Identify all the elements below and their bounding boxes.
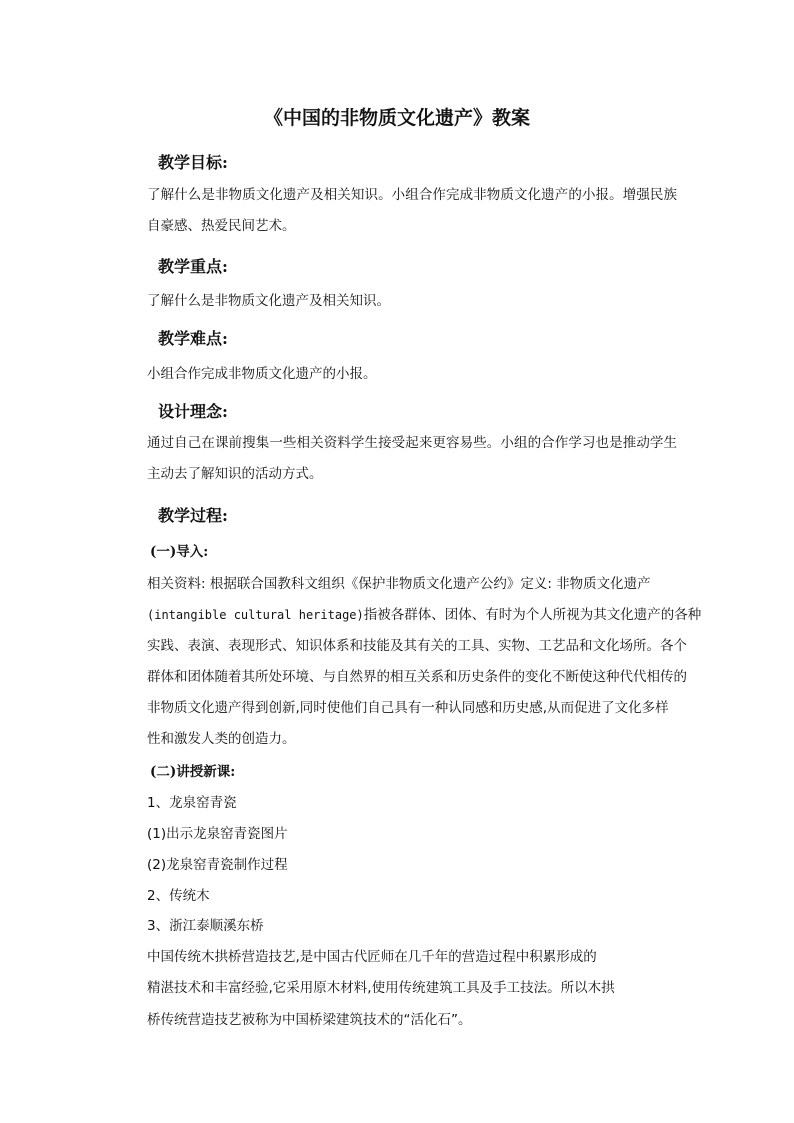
concept-text-content: 通过自己在课前搜集一些相关资料学生接受起来更容易些。小组的合作学习也是推动学生主动去了解知识的活动方式。 (147, 435, 677, 482)
bridge-line-3: 桥传统营造技艺被称为中国桥梁建筑技术的“活化石”。 (147, 1012, 472, 1028)
intro-line-2-rest: 指被各群体、团体、有时为个人所视为其文化遗产的各种 (363, 607, 702, 623)
heading-design-concept: 设计理念: (158, 402, 228, 421)
intro-line-6: 性和激发人类的创造力。 (147, 731, 296, 747)
intro-line-2 (147, 603, 701, 623)
concept-text (147, 428, 677, 490)
list-item-1b: (2)龙泉窑青瓷制作过程 (147, 857, 288, 873)
intro-line-5: 非物质文化遗产得到创新,同时使他们自己具有一种认同感和历史感,从而促进了文化多样 (147, 700, 669, 716)
intro-term: (intangible cultural heritage) (147, 608, 364, 622)
heading-teaching-goals: 教学目标: (158, 153, 228, 172)
goal-text (147, 180, 677, 242)
goal-text-content: 了解什么是非物质文化遗产及相关知识。小组合作完成非物质文化遗产的小报。增强民族自豪感、热爱民间艺术。 (147, 187, 677, 234)
heading-teaching-focus: 教学重点: (158, 257, 228, 276)
subheading-intro: (一)导入: (150, 544, 209, 560)
bridge-line-1: 中国传统木拱桥营造技艺,是中国古代匠师在几千年的营造过程中积累形成的 (147, 949, 597, 965)
list-item-1a: (1)出示龙泉窑青瓷图片 (147, 826, 288, 842)
intro-line-1: 相关资料: 根据联合国教科文组织《保护非物质文化遗产公约》定义: 非物质文化遗产 (147, 576, 651, 592)
bridge-line-2: 精湛技术和丰富经验,它采用原木材料,使用传统建筑工具及手工技法。所以木拱 (147, 980, 615, 996)
list-item-1: 1、龙泉窑青瓷 (147, 795, 237, 811)
page-title: 《中国的非物质文化遗产》教案 (263, 107, 530, 129)
intro-line-3: 实践、表演、表现形式、知识体系和技能及其有关的工具、实物、工艺品和文化场所。各个 (147, 638, 687, 654)
focus-text: 了解什么是非物质文化遗产及相关知识。 (147, 293, 390, 309)
list-item-3: 3、浙江泰顺溪东桥 (147, 918, 264, 934)
heading-teaching-process: 教学过程: (158, 506, 228, 525)
intro-line-4: 群体和团体随着其所处环境、与自然界的相互关系和历史条件的变化不断使这种代代相传的 (147, 669, 687, 685)
difficulty-text: 小组合作完成非物质文化遗产的小报。 (147, 366, 377, 382)
subheading-new-lesson: (二)讲授新课: (150, 764, 236, 780)
list-item-2: 2、传统木 (147, 888, 210, 904)
heading-teaching-difficulty: 教学难点: (158, 329, 228, 348)
